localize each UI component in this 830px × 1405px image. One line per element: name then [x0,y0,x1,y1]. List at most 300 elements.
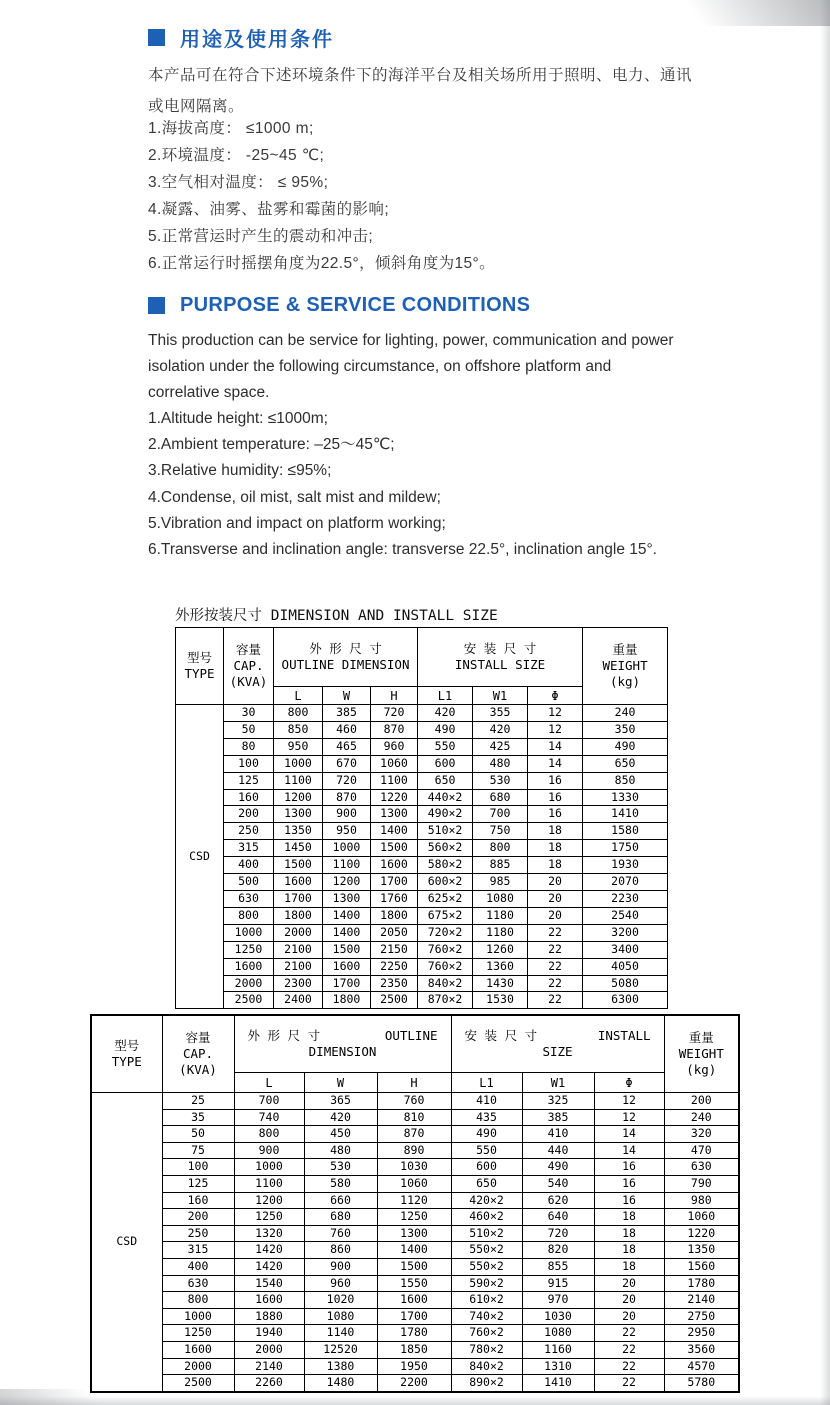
table-cell: 400 [162,1258,234,1275]
table-cell: 1400 [371,823,418,840]
table-cell: 1950 [377,1358,451,1375]
table-cell: 1700 [377,1308,451,1325]
table-cell: 2000 [162,1358,234,1375]
table-cell: 22 [594,1325,664,1342]
table-cell: 720 [371,705,418,722]
table-cell: 22 [594,1358,664,1375]
table-cell: 870 [377,1126,451,1143]
table-row [176,890,668,907]
table-cell: 420 [473,721,528,738]
table-cell: 35 [162,1109,234,1126]
table-cell: 2500 [371,992,418,1009]
table-cell: 1300 [371,806,418,823]
table-row [91,1341,739,1358]
table-cell: 16 [528,806,583,823]
table-cell: 550×2 [451,1258,522,1275]
table-cell: 1420 [234,1258,304,1275]
table-cell: 490 [451,1126,522,1143]
table-cell: 1780 [377,1325,451,1342]
table-cell: 600 [418,755,473,772]
col-header-outline: 外 形 尺 寸 OUTLINE DIMENSION [234,1015,451,1073]
table-cell: 4050 [583,958,668,975]
table-cell: 1080 [304,1308,377,1325]
table-cell: 1140 [304,1325,377,1342]
table-cell: 100 [162,1159,234,1176]
col-header-phi: Φ [528,687,583,705]
table-cell: 870×2 [418,992,473,1009]
table-cell: 1700 [323,975,371,992]
table-cell: 610×2 [451,1292,522,1309]
scan-shadow-top-right [640,0,830,26]
table-cell: 1930 [583,857,668,874]
table-cell: 1220 [664,1225,739,1242]
table-cell: 50 [224,721,274,738]
table-cell: 2500 [224,992,274,1009]
table-cell: 1000 [274,755,323,772]
table-cell: 2000 [234,1341,304,1358]
table-row [176,806,668,823]
table-cell: 1560 [664,1258,739,1275]
table-cell: 200 [162,1209,234,1226]
table-cell: 22 [528,941,583,958]
table-cell: 600×2 [418,874,473,891]
table-row [176,992,668,1009]
table-cell: 650 [583,755,668,772]
table-cell: 2200 [377,1375,451,1392]
table-cell: 890×2 [451,1375,522,1392]
table-row [176,738,668,755]
table-cell: 22 [528,975,583,992]
table-row [176,789,668,806]
table-cell: 18 [594,1225,664,1242]
dimension-table-2-wrap [90,1014,740,1393]
table-cell: 660 [304,1192,377,1209]
table-cell: 1100 [371,772,418,789]
table-cell: 460 [323,721,371,738]
table-cell: 22 [528,992,583,1009]
table-cell: 12 [528,705,583,722]
table-cell: 1250 [162,1325,234,1342]
table-cell: 560×2 [418,840,473,857]
table-cell: 1030 [377,1159,451,1176]
table-cell: 30 [224,705,274,722]
table-cell: 1250 [224,941,274,958]
table-cell: 355 [473,705,528,722]
table-cell: 625×2 [418,890,473,907]
table-cell: 670 [323,755,371,772]
table-cell: 1030 [522,1308,594,1325]
table-cell: 700 [473,806,528,823]
table-cell: 1200 [274,789,323,806]
table-cell: 18 [594,1242,664,1259]
table-cell: 18 [594,1258,664,1275]
col-header-type: 型号 TYPE [176,628,224,705]
table-cell: 1100 [274,772,323,789]
table-cell: 435 [451,1109,522,1126]
table-cell: 20 [528,907,583,924]
table-cell: 530 [304,1159,377,1176]
col-header-L1: L1 [418,687,473,705]
col-header-L: L [274,687,323,705]
table-cell: 440 [522,1142,594,1159]
table-cell: 3560 [664,1341,739,1358]
table-cell: 200 [224,806,274,823]
table-cell: 980 [664,1192,739,1209]
table-cell: 480 [473,755,528,772]
col-header-H: H [377,1073,451,1093]
table-row [91,1275,739,1292]
table-cell: 600 [451,1159,522,1176]
table-cell: 1360 [473,958,528,975]
table-cell: 1020 [304,1292,377,1309]
table-cell: 1430 [473,975,528,992]
table-row [91,1159,739,1176]
table-cell: 5780 [664,1375,739,1392]
table-cell: 1480 [304,1375,377,1392]
table-cell: 240 [583,705,668,722]
table-cell: 6300 [583,992,668,1009]
table-cell: 840×2 [418,975,473,992]
table-cell: 3400 [583,941,668,958]
table-cell: 5080 [583,975,668,992]
table-cell: 100 [224,755,274,772]
table-cell: 840×2 [451,1358,522,1375]
scan-shadow-bottom-edge [0,1396,830,1405]
table-cell: 900 [323,806,371,823]
table-cell: 1500 [323,941,371,958]
table-cell: 18 [594,1209,664,1226]
table-cell: 760×2 [418,941,473,958]
table-cell: 1380 [304,1358,377,1375]
table-cell: 400 [224,857,274,874]
table-cell: 550 [418,738,473,755]
dimension-table-1 [175,627,668,1009]
table-cell: 80 [224,738,274,755]
table-cell: 590×2 [451,1275,522,1292]
table-cell: 950 [323,823,371,840]
table-row [91,1308,739,1325]
col-header-capacity: 容量 CAP. (KVA) [162,1015,234,1093]
table-cell: 1880 [234,1308,304,1325]
en-intro-paragraph: This production can be service for lighting, power, communication and power isolation under the following circumstance, on offshore platform and correlative space. [148,332,674,401]
table-row [91,1093,739,1110]
table-cell: 500 [224,874,274,891]
table-cell: 1120 [377,1192,451,1209]
en-section-title: PURPOSE & SERVICE CONDITIONS [180,294,531,316]
table-cell: 490×2 [418,806,473,823]
table-cell: 25 [162,1093,234,1110]
dimension-table-1-wrap [175,606,668,1009]
list-item: 2.环境温度： -25~45 ℃; [148,147,325,164]
table-cell: 1000 [323,840,371,857]
table-cell: 315 [224,840,274,857]
table-cell: 1600 [274,874,323,891]
table-cell: 1410 [583,806,668,823]
table-cell: 125 [224,772,274,789]
table-cell: 410 [522,1126,594,1143]
table-cell: 2000 [224,975,274,992]
table-cell: 550 [451,1142,522,1159]
table-cell: 420×2 [451,1192,522,1209]
table-cell: 14 [528,738,583,755]
table-row [176,755,668,772]
table-cell: 790 [664,1175,739,1192]
list-item: 4.Condense, oil mist, salt mist and mildew; [148,488,441,506]
col-header-W: W [304,1073,377,1093]
table-cell: 22 [528,958,583,975]
table-cell: 1000 [234,1159,304,1176]
table-cell: 915 [522,1275,594,1292]
table-cell: 860 [304,1242,377,1259]
table-cell: 75 [162,1142,234,1159]
table-cell: 1800 [371,907,418,924]
table-cell: 1080 [522,1325,594,1342]
table-row [176,721,668,738]
table-cell: 1100 [234,1175,304,1192]
type-cell: CSD [176,705,224,1009]
col-header-install: 安 装 尺 寸 INSTALL SIZE [451,1015,664,1073]
col-header-W1: W1 [473,687,528,705]
col-header-outline: 外 形 尺 寸 OUTLINE DIMENSION [274,628,418,687]
table-cell: 760 [377,1093,451,1110]
table-cell: 1200 [234,1192,304,1209]
table-cell: 740 [234,1109,304,1126]
table-cell: 680 [473,789,528,806]
table-cell: 1250 [234,1209,304,1226]
table-cell: 1500 [371,840,418,857]
table-cell: 1250 [377,1209,451,1226]
table-cell: 2260 [234,1375,304,1392]
table-cell: 490 [418,721,473,738]
table-cell: 1300 [274,806,323,823]
table-cell: 1600 [371,857,418,874]
col-header-capacity: 容量 CAP. (KVA) [224,628,274,705]
table-row [176,857,668,874]
table-cell: 2150 [371,941,418,958]
table-cell: 125 [162,1175,234,1192]
col-header-weight: 重量 WEIGHT (kg) [583,628,668,705]
table-cell: 1760 [371,890,418,907]
table-cell: 1000 [162,1308,234,1325]
table-cell: 550×2 [451,1242,522,1259]
table-cell: 1600 [377,1292,451,1309]
table-row [91,1292,739,1309]
table-cell: 14 [594,1126,664,1143]
table-cell: 1600 [234,1292,304,1309]
col-header-L1: L1 [451,1073,522,1093]
table-cell: 490 [583,738,668,755]
table-cell: 465 [323,738,371,755]
table-cell: 1060 [377,1175,451,1192]
table-row [176,958,668,975]
table-cell: 325 [522,1093,594,1110]
dimension-table-2 [90,1014,740,1393]
table-cell: 780×2 [451,1341,522,1358]
table-cell: 640 [522,1209,594,1226]
col-header-type: 型号 TYPE [91,1015,162,1093]
table-cell: 1580 [583,823,668,840]
table-cell: 1530 [473,992,528,1009]
table-cell: 1780 [664,1275,739,1292]
table-cell: 900 [304,1258,377,1275]
table-row [91,1242,739,1259]
table-cell: 18 [528,840,583,857]
table-cell: 16 [594,1175,664,1192]
table-cell: 630 [224,890,274,907]
table-cell: 16 [594,1159,664,1176]
col-header-weight: 重量 WEIGHT (kg) [664,1015,739,1093]
table-cell: 885 [473,857,528,874]
table-cell: 760 [304,1225,377,1242]
table-cell: 510×2 [451,1225,522,1242]
col-header-W1: W1 [522,1073,594,1093]
col-header-W: W [323,687,371,705]
table-cell: 760×2 [451,1325,522,1342]
table-cell: 440×2 [418,789,473,806]
table-cell: 960 [371,738,418,755]
table-cell: 1350 [274,823,323,840]
list-item: 3.Relative humidity: ≤95%; [148,462,332,480]
table-cell: 620 [522,1192,594,1209]
table-cell: 720 [323,772,371,789]
table-cell: 890 [377,1142,451,1159]
table-cell: 1160 [522,1341,594,1358]
table-cell: 740×2 [451,1308,522,1325]
table-cell: 1060 [371,755,418,772]
table-cell: 1550 [377,1275,451,1292]
table-cell: 1180 [473,924,528,941]
table-row [91,1225,739,1242]
table-cell: 1260 [473,941,528,958]
table-cell: 1400 [377,1242,451,1259]
table-cell: 630 [162,1275,234,1292]
table-cell: 720 [522,1225,594,1242]
col-header-H: H [371,687,418,705]
table-cell: 450 [304,1126,377,1143]
table-cell: 160 [162,1192,234,1209]
table-cell: 800 [473,840,528,857]
table-cell: 2250 [371,958,418,975]
table-cell: 385 [323,705,371,722]
table-cell: 950 [274,738,323,755]
table-cell: 675×2 [418,907,473,924]
table-row [91,1358,739,1375]
table-row [176,840,668,857]
table-cell: 2500 [162,1375,234,1392]
list-item: 5.正常营运时产生的震动和冲击; [148,228,374,245]
table-cell: 470 [664,1142,739,1159]
table-cell: 14 [528,755,583,772]
table-cell: 1850 [377,1341,451,1358]
table-cell: 750 [473,823,528,840]
table-cell: 1600 [162,1341,234,1358]
table-cell: 2350 [371,975,418,992]
table-cell: 410 [451,1093,522,1110]
table-cell: 2050 [371,924,418,941]
table-row [176,772,668,789]
table-row [176,975,668,992]
table-row [176,874,668,891]
table-cell: 900 [234,1142,304,1159]
table-row [176,924,668,941]
table-cell: 1000 [224,924,274,941]
table-cell: 650 [418,772,473,789]
cn-section-heading [148,23,334,52]
table-cell: 1220 [371,789,418,806]
table-cell: 970 [522,1292,594,1309]
header-row-main [91,1015,739,1073]
table-cell: 18 [528,857,583,874]
table-cell: 2140 [234,1358,304,1375]
table-cell: 800 [224,907,274,924]
table-cell: 420 [418,705,473,722]
table-row [91,1175,739,1192]
table-cell: 22 [528,924,583,941]
table-cell: 810 [377,1109,451,1126]
table-cell: 540 [522,1175,594,1192]
table-row [91,1142,739,1159]
table-cell: 3200 [583,924,668,941]
type-cell: CSD [91,1093,162,1392]
list-item: 5.Vibration and impact on platform working; [148,514,446,532]
table-cell: 800 [234,1126,304,1143]
table-cell: 1600 [224,958,274,975]
header-row-main [176,628,668,687]
table-cell: 1080 [473,890,528,907]
list-item: 3.空气相对温度： ≤ 95%; [148,174,329,191]
table-cell: 2070 [583,874,668,891]
table-cell: 850 [583,772,668,789]
table-cell: 250 [162,1225,234,1242]
table-cell: 350 [583,721,668,738]
table-row [91,1258,739,1275]
table-cell: 720×2 [418,924,473,941]
table-cell: 385 [522,1109,594,1126]
table-cell: 420 [304,1109,377,1126]
table-row [91,1109,739,1126]
table-cell: 1350 [664,1242,739,1259]
table-cell: 50 [162,1126,234,1143]
table-cell: 855 [522,1258,594,1275]
table-cell: 1200 [323,874,371,891]
table-cell: 580×2 [418,857,473,874]
table-cell: 315 [162,1242,234,1259]
table-cell: 200 [664,1093,739,1110]
table-cell: 480 [304,1142,377,1159]
table-caption: 外形按装尺寸 DIMENSION AND INSTALL SIZE [175,608,498,624]
table-cell: 800 [274,705,323,722]
table-cell: 580 [304,1175,377,1192]
table-cell: 1600 [323,958,371,975]
table-cell: 320 [664,1126,739,1143]
table-cell: 160 [224,789,274,806]
cn-intro-paragraph: 本产品可在符合下述环境条件下的海洋平台及相关场所用于照明、电力、通讯或电网隔离。 [148,67,693,115]
table-cell: 2950 [664,1325,739,1342]
table-cell: 16 [528,772,583,789]
table-row [91,1126,739,1143]
table-cell: 2100 [274,941,323,958]
table-cell: 630 [664,1159,739,1176]
table-cell: 1410 [522,1375,594,1392]
table-cell: 365 [304,1093,377,1110]
list-item: 2.Ambient temperature: –25～45℃; [148,436,395,454]
table-cell: 1420 [234,1242,304,1259]
table-cell: 16 [528,789,583,806]
col-header-L: L [234,1073,304,1093]
table-row [91,1375,739,1392]
table-cell: 1300 [377,1225,451,1242]
table-cell: 1400 [323,924,371,941]
